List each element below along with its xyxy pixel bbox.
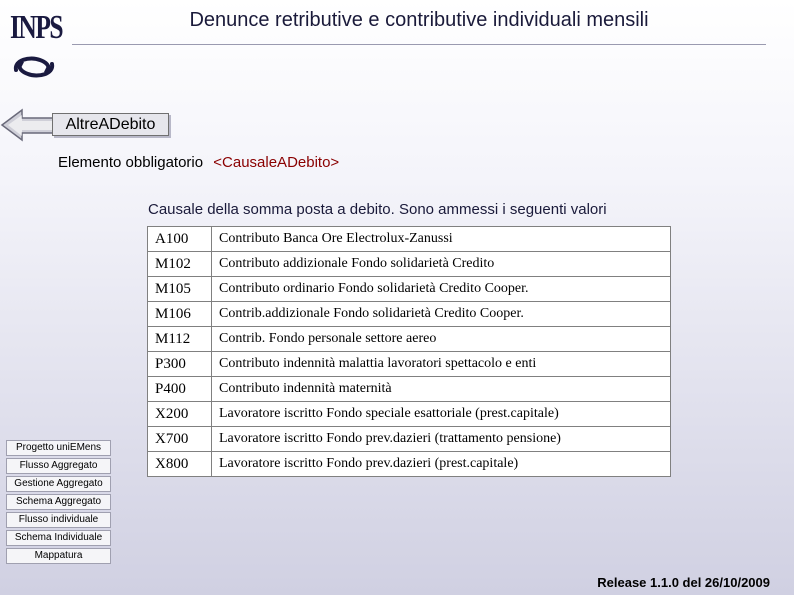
values-table: [147, 226, 671, 477]
code-cell: M112: [148, 327, 212, 352]
table-row: [148, 327, 671, 352]
table-row: [148, 352, 671, 377]
table-row: [148, 427, 671, 452]
nav-item-gestione-aggregato[interactable]: Gestione Aggregato: [6, 476, 111, 492]
description-cell: Contrib. Fondo personale settore aereo: [212, 327, 671, 352]
code-cell: P300: [148, 352, 212, 377]
nav-item-progetto-uniemens[interactable]: Progetto uniEMens: [6, 440, 111, 456]
nav-item-flusso-individuale[interactable]: Flusso individuale: [6, 512, 111, 528]
side-nav: [6, 440, 111, 564]
nav-item-mappatura[interactable]: Mappatura: [6, 548, 111, 564]
description-cell: Contributo ordinario Fondo solidarietà Credito Cooper.: [212, 277, 671, 302]
code-cell: M106: [148, 302, 212, 327]
code-cell: P400: [148, 377, 212, 402]
description-cell: Lavoratore iscritto Fondo prev.dazieri (trattamento pensione): [212, 427, 671, 452]
table-row: [148, 302, 671, 327]
inps-logo: [10, 8, 62, 88]
code-cell: X700: [148, 427, 212, 452]
code-cell: A100: [148, 227, 212, 252]
nav-item-flusso-aggregato[interactable]: Flusso Aggregato: [6, 458, 111, 474]
title-divider: [72, 44, 766, 45]
code-cell: M105: [148, 277, 212, 302]
logo-text: INPS: [10, 9, 63, 46]
release-info: Release 1.1.0 del 26/10/2009: [597, 575, 770, 590]
code-cell: X800: [148, 452, 212, 477]
description-cell: Contributo Banca Ore Electrolux-Zanussi: [212, 227, 671, 252]
description: Causale della somma posta a debito. Sono ammessi i seguenti valori: [148, 201, 607, 218]
code-cell: X200: [148, 402, 212, 427]
table-row: [148, 277, 671, 302]
description-cell: Lavoratore iscritto Fondo prev.dazieri (prest.capitale): [212, 452, 671, 477]
nav-item-schema-aggregato[interactable]: Schema Aggregato: [6, 494, 111, 510]
table-row: [148, 227, 671, 252]
table-row: [148, 452, 671, 477]
description-cell: Lavoratore iscritto Fondo speciale esattoriale (prest.capitale): [212, 402, 671, 427]
table-row: [148, 252, 671, 277]
back-arrow-icon[interactable]: [0, 106, 60, 144]
description-cell: Contrib.addizionale Fondo solidarietà Credito Cooper.: [212, 302, 671, 327]
description-cell: Contributo indennità maternità: [212, 377, 671, 402]
description-cell: Contributo addizionale Fondo solidarietà Credito: [212, 252, 671, 277]
logo-swirl-icon: [10, 52, 58, 82]
page-title: Denunce retributive e contributive individuali mensili: [189, 9, 649, 31]
table-row: [148, 377, 671, 402]
element-tag: <CausaleADebito>: [213, 154, 340, 171]
nav-item-schema-individuale[interactable]: Schema Individuale: [6, 530, 111, 546]
description-cell: Contributo indennità malattia lavoratori spettacolo e enti: [212, 352, 671, 377]
table-row: [148, 402, 671, 427]
element-label: Elemento obbligatorio: [58, 154, 204, 171]
element-line: [58, 154, 339, 171]
code-cell: M102: [148, 252, 212, 277]
breadcrumb-altreadebito[interactable]: AltreADebito: [52, 113, 169, 136]
